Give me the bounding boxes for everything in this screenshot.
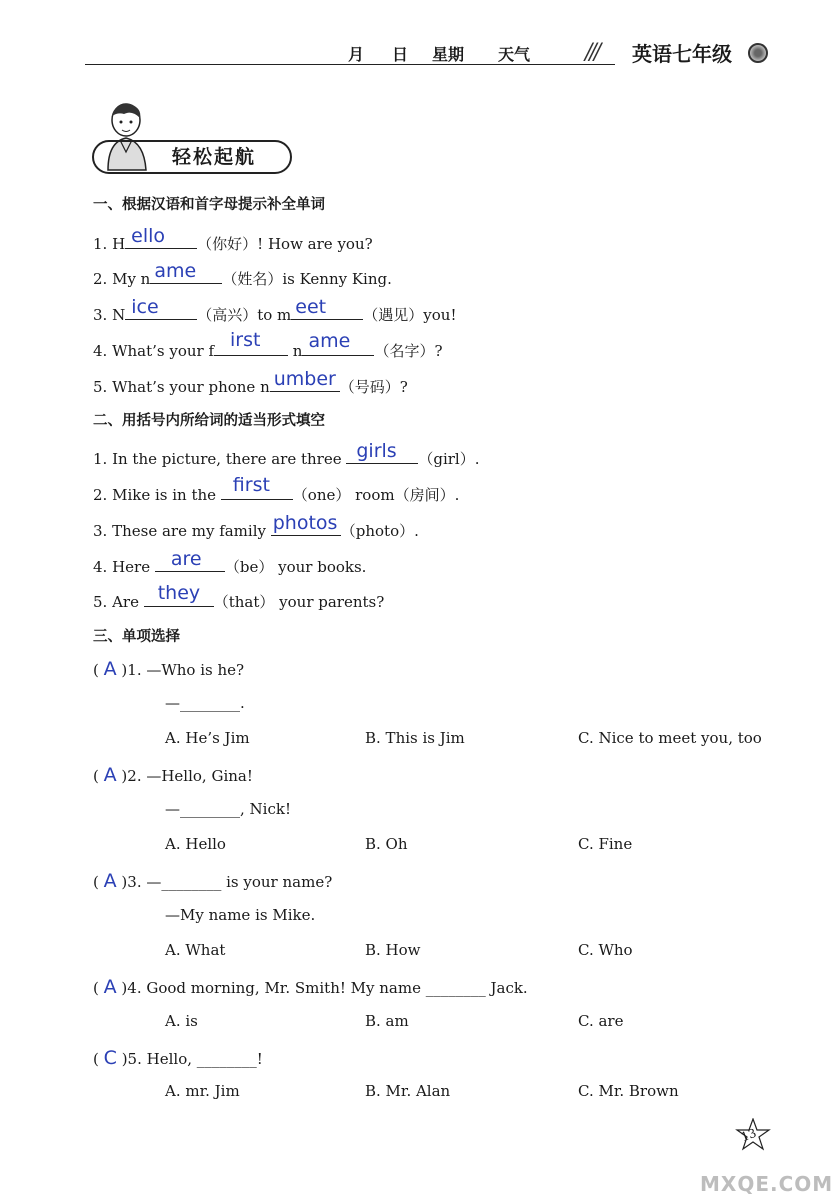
mc-2-option-c: C. Fine xyxy=(578,835,633,853)
answer: girls xyxy=(356,440,397,462)
answer: umber xyxy=(273,368,336,390)
mc-question-3-line2: —My name is Mike. xyxy=(165,906,316,924)
answer: ame xyxy=(154,260,197,282)
mc-3-option-c: C. Who xyxy=(578,941,633,959)
answer: are xyxy=(170,548,202,570)
section3-title: 三、单项选择 xyxy=(93,629,180,645)
answer: they xyxy=(157,582,201,604)
page-number: 13 xyxy=(739,1125,759,1145)
s1-item-5: 5. What’s your phone n umber （号码）? xyxy=(93,368,408,396)
mc-1-option-c: C. Nice to meet you, too xyxy=(578,729,762,747)
mc-question-2-line2: —________, Nick! xyxy=(165,800,291,818)
s1-item-1: 1. H ello （你好）! How are you? xyxy=(93,225,373,253)
s2-item-2: 2. Mike is in the first （one） room（房间）. xyxy=(93,474,460,504)
header-month: 月 xyxy=(348,45,365,64)
mc-2-option-b: B. Oh xyxy=(365,835,408,853)
mc-question-4: ( A )4. Good morning, Mr. Smith! My name ________ Jack. xyxy=(93,976,528,998)
mc-1-option-b: B. This is Jim xyxy=(365,729,465,747)
answer: first xyxy=(232,474,270,496)
s2-item-5: 5. Are they （that） your parents? xyxy=(93,582,385,611)
mc-4-option-b: B. am xyxy=(365,1012,409,1030)
badge-icon xyxy=(748,43,768,63)
header-weekday: 星期 xyxy=(432,45,465,64)
answer: eet xyxy=(295,296,327,318)
answer: A xyxy=(103,976,117,998)
answer: photos xyxy=(272,512,338,534)
mc-2-option-a: A. Hello xyxy=(165,835,226,853)
answer: ame xyxy=(308,330,351,352)
banner-title: 轻松起航 xyxy=(172,146,257,168)
answer: ice xyxy=(131,296,159,318)
answer: A xyxy=(103,870,117,892)
answer: C xyxy=(103,1047,117,1069)
section2-title: 二、用括号内所给词的适当形式填空 xyxy=(93,413,325,429)
mc-3-option-a: A. What xyxy=(165,941,226,959)
header-subject: 英语七年级 xyxy=(632,42,732,66)
answer: ello xyxy=(131,225,166,247)
s1-item-3: 3. N ice （高兴）to m eet （遇见）you! xyxy=(93,296,457,324)
mc-question-1: ( A )1. —Who is he? xyxy=(93,658,245,680)
header-rule xyxy=(85,64,615,65)
answer: A xyxy=(103,764,117,786)
header-slashes: /// xyxy=(585,40,599,65)
s2-item-4: 4. Here are （be） your books. xyxy=(93,548,367,576)
mc-1-option-a: A. He’s Jim xyxy=(165,729,250,747)
s1-item-4: 4. What’s your f irst n ame （名字）? xyxy=(93,329,443,360)
mc-5-option-b: B. Mr. Alan xyxy=(365,1082,451,1100)
s2-item-1: 1. In the picture, there are three girls （girl）. xyxy=(93,440,480,468)
header-day: 日 xyxy=(392,45,409,64)
mc-4-option-c: C. are xyxy=(578,1012,624,1030)
section1-title: 一、根据汉语和首字母提示补全单词 xyxy=(93,197,325,213)
watermark: MXQE.COM xyxy=(700,1172,834,1196)
mc-4-option-a: A. is xyxy=(165,1012,198,1030)
mc-question-2: ( A )2. —Hello, Gina! xyxy=(93,764,253,786)
s2-item-3: 3. These are my family photos （photo）. xyxy=(93,512,419,540)
s1-item-2: 2. My n ame （姓名）is Kenny King. xyxy=(93,260,392,288)
mc-5-option-a: A. mr. Jim xyxy=(165,1082,240,1100)
mc-question-3: ( A )3. —________ is your name? xyxy=(93,870,333,892)
mc-3-option-b: B. How xyxy=(365,941,421,959)
mc-question-1-line2: —________. xyxy=(165,694,245,712)
answer: irst xyxy=(230,329,261,351)
mc-question-5: ( C )5. Hello, ________! xyxy=(93,1047,263,1069)
answer: A xyxy=(103,658,117,680)
mc-5-option-c: C. Mr. Brown xyxy=(578,1082,679,1100)
header-weather: 天气 xyxy=(498,45,531,64)
